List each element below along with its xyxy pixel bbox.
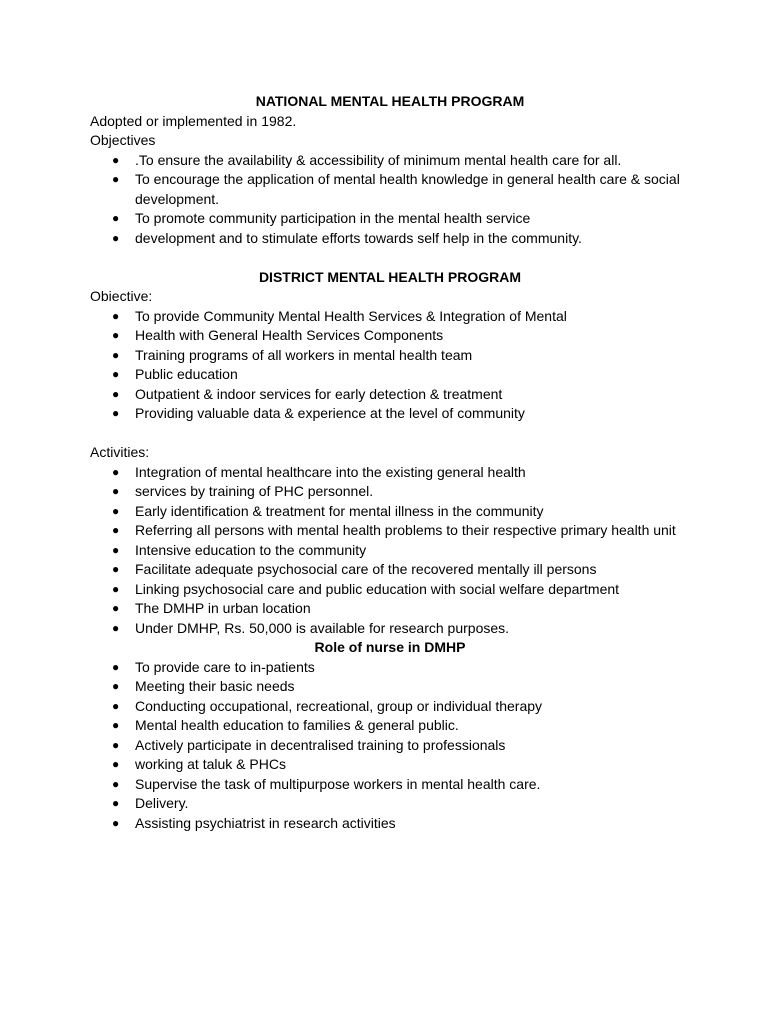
bullet-icon: ●: [112, 152, 120, 167]
list-item-text: Under DMHP, Rs. 50,000 is available for research purposes.: [135, 619, 510, 636]
list-item-text: working at taluk & PHCs: [135, 756, 286, 772]
section-district-program: [90, 268, 690, 424]
list-item: [90, 541, 690, 561]
list-item-text: Health with General Health Services Components: [135, 327, 444, 343]
bullet-icon: ●: [112, 562, 120, 576]
list-item-text: To provide care to in-patients: [135, 658, 315, 675]
list-item-text: Training programs of all workers in mental health team: [135, 346, 473, 363]
objective-list: [90, 307, 690, 424]
list-item-text: services by training of PHC personnel.: [135, 483, 374, 499]
list-item: [90, 580, 690, 600]
list-item-text: Referring all persons with mental health problems to their respective primary health unit: [135, 522, 676, 538]
objectives-list: [90, 151, 690, 249]
bullet-icon: ●: [112, 367, 120, 381]
bullet-icon: ●: [112, 815, 120, 830]
list-item: [90, 346, 690, 366]
list-item: [90, 385, 690, 405]
bullet-icon: ●: [112, 737, 120, 752]
intro-line: Objectives: [90, 132, 156, 148]
list-item: [90, 151, 690, 171]
list-item: [90, 463, 690, 483]
list-item: [90, 209, 690, 229]
list-item: [90, 599, 690, 619]
intro-line: Adopted or implemented in 1982.: [90, 112, 297, 129]
list-item: [90, 736, 690, 756]
list-item: [90, 560, 690, 580]
bullet-icon: ●: [112, 328, 120, 342]
list-item-text: Conducting occupational, recreational, group or individual therapy: [135, 697, 543, 714]
bullet-icon: ●: [112, 679, 120, 693]
list-item: [90, 619, 690, 639]
bullet-icon: ●: [112, 464, 120, 479]
list-item-text: Public education: [135, 366, 238, 382]
list-item-text: Linking psychosocial care and public education with social welfare department: [135, 580, 620, 597]
bullet-icon: ●: [112, 581, 120, 596]
document-page: [90, 92, 690, 833]
bullet-icon: ●: [112, 601, 120, 615]
list-item-text: To promote community participation in the mental health service: [135, 210, 531, 226]
spacer: [90, 248, 690, 268]
bullet-icon: ●: [112, 757, 120, 771]
bullet-icon: ●: [112, 620, 120, 635]
list-item-text: Actively participate in decentralised training to professionals: [135, 736, 506, 753]
list-item-text: Outpatient & indoor services for early detection & treatment: [135, 385, 503, 402]
bullet-icon: ●: [112, 796, 120, 810]
list-item: [90, 502, 690, 522]
list-item-text: .To ensure the availability & accessibility of minimum mental health care for all.: [135, 151, 622, 168]
list-item-text: Mental health education to families & general public.: [135, 717, 459, 733]
list-item: [90, 755, 690, 775]
list-item-text: Providing valuable data & experience at the level of community: [135, 405, 525, 421]
intro-line: Obiective:: [90, 288, 153, 304]
list-item: [90, 775, 690, 795]
section-heading: Role of nurse in DMHP: [314, 639, 466, 655]
bullet-icon: ●: [112, 542, 120, 557]
bullet-icon: ●: [112, 523, 120, 537]
section-heading: DISTRICT MENTAL HEALTH PROGRAM: [258, 268, 522, 285]
section-heading: NATIONAL MENTAL HEALTH PROGRAM: [255, 93, 525, 109]
section-national-program: [90, 92, 690, 248]
list-item: [90, 697, 690, 717]
list-item: [90, 521, 690, 541]
bullet-icon: ●: [112, 230, 120, 245]
list-item-text: Facilitate adequate psychosocial care of the recovered mentally ill persons: [135, 561, 597, 577]
bullet-icon: ●: [112, 347, 120, 362]
list-item: [90, 170, 690, 209]
list-item: [90, 794, 690, 814]
bullet-icon: ●: [112, 698, 120, 713]
list-item-text: Meeting their basic needs: [135, 678, 295, 694]
list-item-text: Supervise the task of multipurpose workers in mental health care.: [135, 775, 541, 792]
bullet-icon: ●: [112, 308, 120, 323]
list-item-text: Early identification & treatment for mental illness in the community: [135, 502, 544, 519]
bullet-icon: ●: [112, 503, 120, 518]
bullet-icon: ●: [112, 386, 120, 401]
list-item: [90, 716, 690, 736]
list-item: [90, 326, 690, 346]
bullet-icon: ●: [112, 172, 120, 186]
section-activities: [90, 443, 690, 638]
list-item-text: The DMHP in urban location: [135, 600, 311, 616]
list-item-text: Delivery.: [135, 795, 189, 811]
list-item-text: development and to stimulate efforts towards self help in the community.: [135, 229, 582, 246]
activities-list: [90, 463, 690, 639]
list-item-text: To provide Community Mental Health Services & Integration of Mental: [135, 307, 567, 324]
bullet-icon: ●: [112, 406, 120, 420]
bullet-icon: ●: [112, 211, 120, 225]
spacer: [90, 424, 690, 444]
bullet-icon: ●: [112, 659, 120, 674]
list-item: [90, 814, 690, 834]
bullet-icon: ●: [112, 484, 120, 498]
list-item: [90, 482, 690, 502]
list-item: [90, 404, 690, 424]
list-item: [90, 229, 690, 249]
list-item-text: Intensive education to the community: [135, 541, 367, 558]
list-item: [90, 677, 690, 697]
section-nurse-role: [90, 638, 690, 833]
bullet-icon: ●: [112, 776, 120, 791]
list-item: [90, 658, 690, 678]
intro-line: Activities:: [90, 444, 150, 460]
list-item-text: Assisting psychiatrist in research activities: [135, 814, 396, 831]
list-item-text: To encourage the application of mental health knowledge in general health care & social development.: [135, 171, 680, 207]
list-item-text: Integration of mental healthcare into the existing general health: [135, 463, 526, 480]
nurse-role-list: [90, 658, 690, 834]
bullet-icon: ●: [112, 718, 120, 732]
list-item: [90, 307, 690, 327]
list-item: [90, 365, 690, 385]
